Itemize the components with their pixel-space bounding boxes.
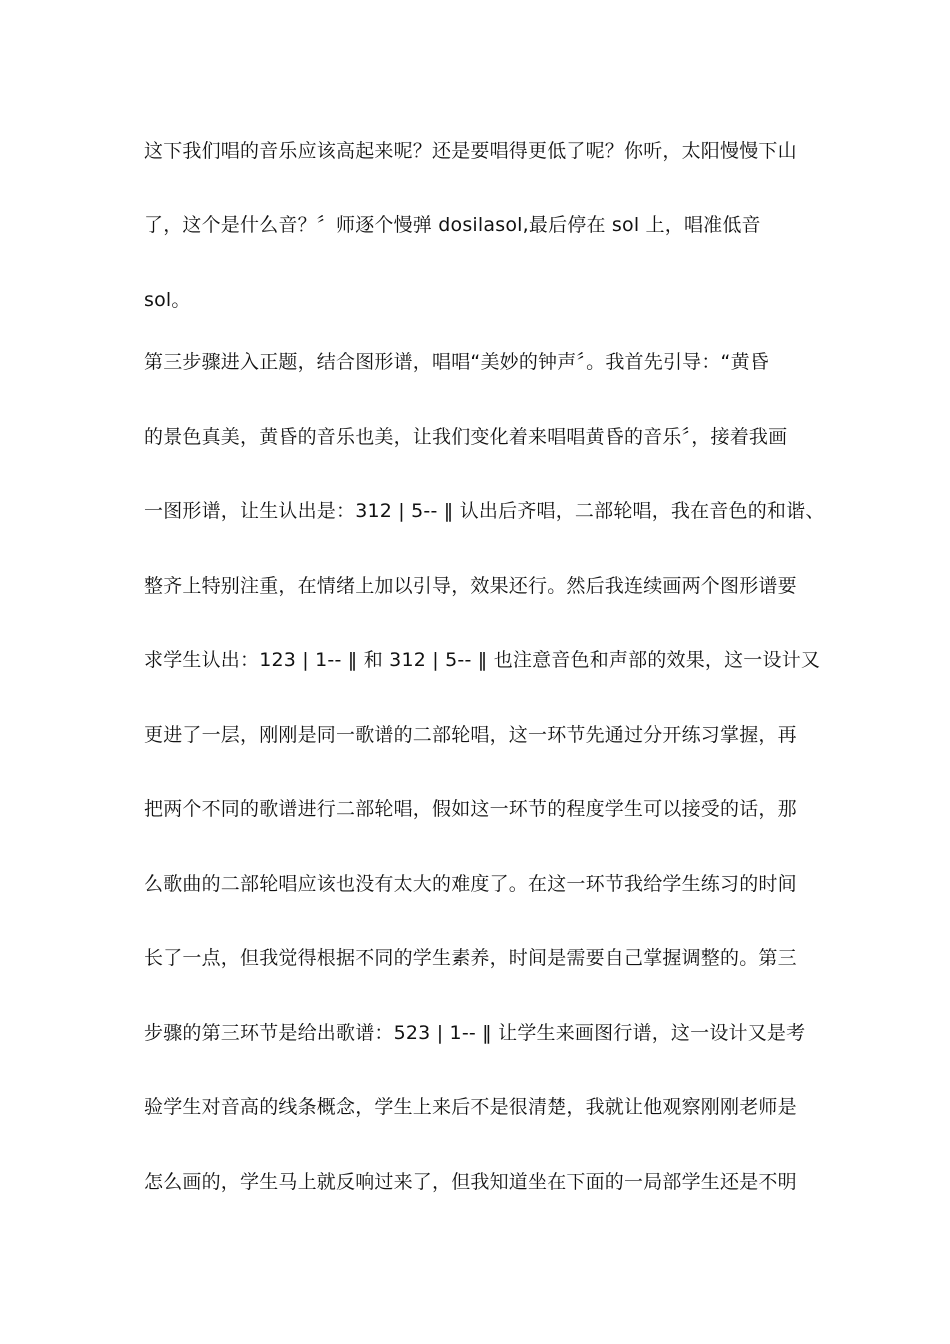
text-line: 怎么画的，学生马上就反响过来了，但我知道坐在下面的一局部学生还是不明 (144, 1171, 797, 1193)
text-line: 的景色真美，黄昏的音乐也美，让我们变化着来唱唱黄昏的音乐〞，接着我画 (144, 426, 788, 448)
text-line: sol。 (144, 289, 191, 311)
text-line: 长了一点，但我觉得根据不同的学生素养，时间是需要自己掌握调整的。第三 (144, 947, 797, 969)
text-line: 这下我们唱的音乐应该高起来呢？还是要唱得更低了呢？你听，太阳慢慢下山 (144, 140, 797, 162)
text-line: 第三步骤进入正题，结合图形谱，唱唱“美妙的钟声〞。我首先引导：“黄昏 (144, 351, 769, 373)
text-line: 更进了一层，刚刚是同一歌谱的二部轮唱，这一环节先通过分开练习掌握，再 (144, 724, 797, 746)
text-line: 把两个不同的歌谱进行二部轮唱，假如这一环节的程度学生可以接受的话，那 (144, 798, 797, 820)
text-line: 整齐上特别注重，在情绪上加以引导，效果还行。然后我连续画两个图形谱要 (144, 575, 797, 597)
text-line: 么歌曲的二部轮唱应该也没有太大的难度了。在这一环节我给学生练习的时间 (144, 873, 797, 895)
text-line: 验学生对音高的线条概念，学生上来后不是很清楚，我就让他观察刚刚老师是 (144, 1096, 797, 1118)
text-line: 步骤的第三环节是给出歌谱：523 | 1-- ‖ 让学生来画图行谱，这一设计又是考 (144, 1022, 806, 1044)
text-line: 求学生认出：123 | 1-- ‖ 和 312 | 5-- ‖ 也注意音色和声部的效果，这一设计又 (144, 649, 821, 671)
text-line: 了，这个是什么音？〞师逐个慢弹 dosilasol,最后停在 sol 上，唱准低音 (144, 214, 761, 236)
text-line: 一图形谱，让生认出是：312 | 5-- ‖ 认出后齐唱，二部轮唱，我在音色的和谐、 (144, 500, 825, 522)
